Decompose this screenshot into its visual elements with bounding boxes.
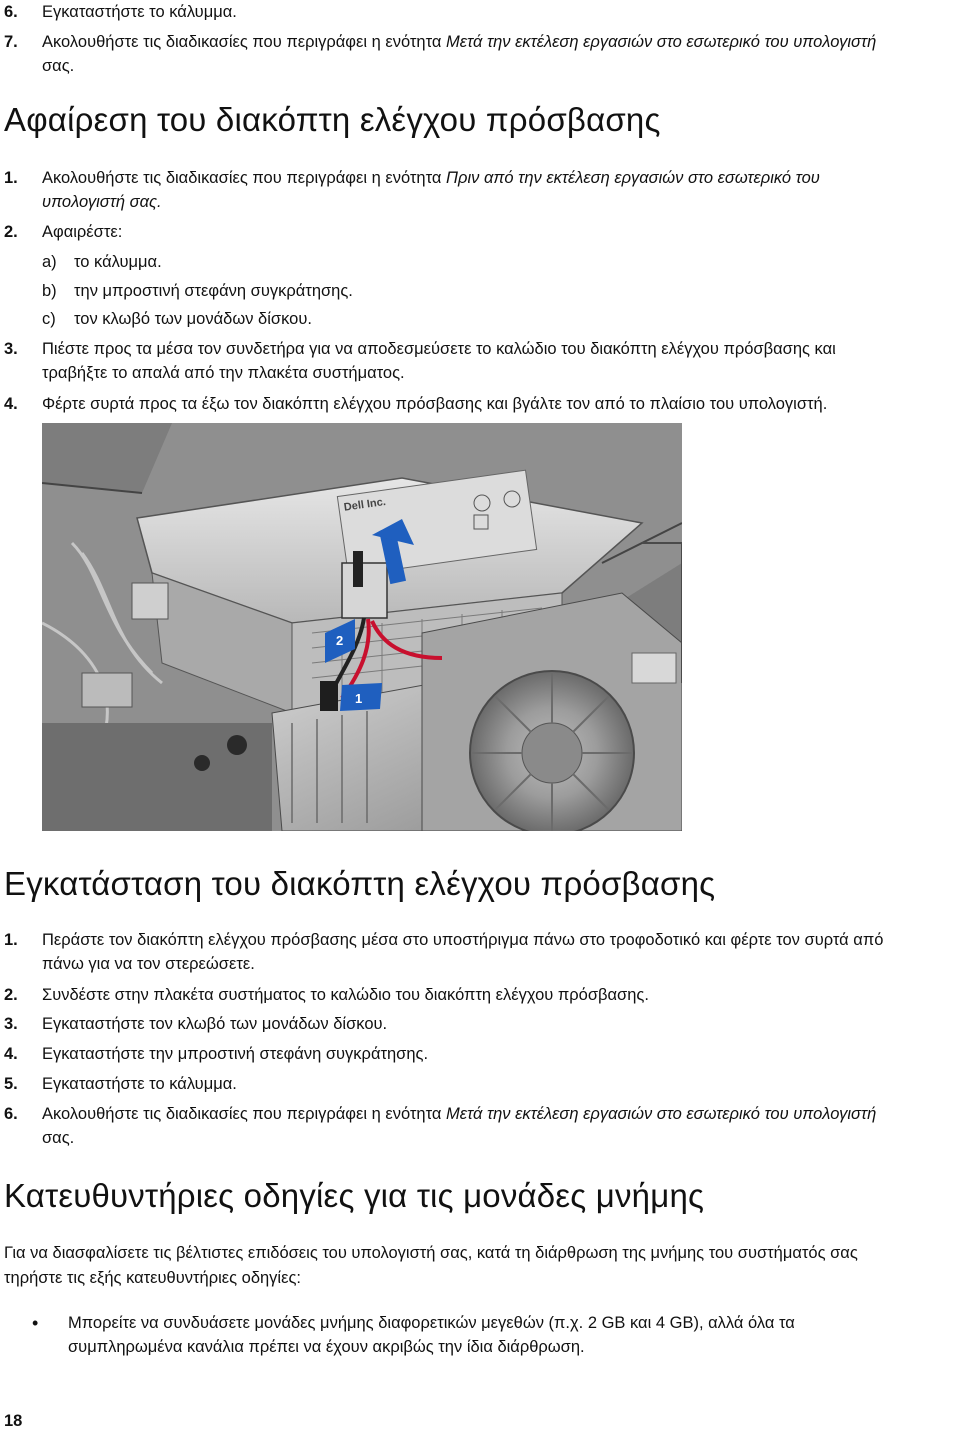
substep-label: b) [42,282,57,300]
step-number: 4. [4,395,18,413]
step-text-continued: υπολογιστή σας. [42,193,162,211]
step-number: 6. [4,1105,18,1123]
substep-label: c) [42,310,56,328]
callout-1 [340,683,382,711]
step-number: 5. [4,1075,18,1093]
step-text: Εγκαταστήστε τον κλωβό των μονάδων δίσκου. [42,1015,388,1033]
step-text: Περάστε τον διακόπτη ελέγχου πρόσβασης μέσα στο υποστήριγμα πάνω στο τροφοδοτικό και φέρτε τον συρτά από [42,931,884,949]
step-text-continued: τραβήξτε το απαλά από την πλακέτα συστήματος. [42,364,405,382]
step-number: 2. [4,986,18,1004]
substep-label: a) [42,253,57,271]
bullet-marker: • [32,1313,39,1333]
bullet-text: Μπορείτε να συνδυάσετε μονάδες μνήμης διαφορετικών μεγεθών (π.χ. 2 GB και 4 GB), αλλά όλα τα [68,1314,795,1332]
step-number: 4. [4,1045,18,1063]
bullet-text-continued: συμπληρωμένα κανάλια πρέπει να έχουν ακριβώς την ίδια διάρθρωση. [68,1338,585,1356]
step-text-continued: σας. [42,57,75,75]
substep-text: το κάλυμμα. [74,253,162,271]
page-number: 18 [4,1412,23,1430]
step-number: 6. [4,3,18,21]
step-number: 2. [4,223,18,241]
section-heading: Αφαίρεση του διακόπτη ελέγχου πρόσβασης [4,101,661,138]
intrusion-switch [342,563,387,618]
step-number: 1. [4,931,18,949]
step-text: Εγκαταστήστε την μπροστινή στεφάνη συγκράτησης. [42,1045,429,1063]
step-text: Εγκαταστήστε το κάλυμμα. [42,3,237,21]
svg-text:1: 1 [355,691,363,706]
step-text: Αφαιρέστε: [42,223,123,241]
paragraph-continued: τηρήστε τις εξής κατευθυντήριες οδηγίες: [4,1269,301,1287]
step-number: 3. [4,340,18,358]
chassis-illustration [42,423,682,831]
step-number: 1. [4,169,18,187]
svg-text:2: 2 [336,633,344,648]
substep-text: την μπροστινή στεφάνη συγκράτησης. [74,282,353,300]
step-number: 3. [4,1015,18,1033]
substep-text: τον κλωβό των μονάδων δίσκου. [74,310,312,328]
step-text: Συνδέστε στην πλακέτα συστήματος το καλώδιο του διακόπτη ελέγχου πρόσβασης. [42,986,649,1004]
step-text-continued: σας. [42,1129,75,1147]
step-text: Φέρτε συρτά προς τα έξω τον διακόπτη ελέγχου πρόσβασης και βγάλτε τον από το πλαίσιο του υπολογιστή. [42,395,828,413]
step-number: 7. [4,33,18,51]
brand-label: Dell Inc. [343,495,387,514]
section-heading: Κατευθυντήριες οδηγίες για τις μονάδες μνήμης [4,1177,705,1214]
paragraph: Για να διασφαλίσετε τις βέλτιστες επιδόσεις του υπολογιστή σας, κατά τη διάρθρωση της μνήμης του συστήματός σας [4,1244,858,1262]
step-text: Ακολουθήστε τις διαδικασίες που περιγράφει η ενότητα Πριν από την εκτέλεση εργασιών στο εσωτερικό του [42,169,820,187]
step-text-continued: πάνω για να τον στερεώσετε. [42,955,255,973]
step-text: Ακολουθήστε τις διαδικασίες που περιγράφει η ενότητα Μετά την εκτέλεση εργασιών στο εσωτερικό του υπολογιστή [42,1105,877,1123]
section-heading: Εγκατάσταση του διακόπτη ελέγχου πρόσβασης [4,865,716,902]
step-text: Εγκαταστήστε το κάλυμμα. [42,1075,237,1093]
step-text: Πιέστε προς τα μέσα τον συνδετήρα για να αποδεσμεύσετε το καλώδιο του διακόπτη ελέγχου πρόσβασης και [42,340,836,358]
step-text: Ακολουθήστε τις διαδικασίες που περιγράφει η ενότητα Μετά την εκτέλεση εργασιών στο εσωτερικό του υπολογιστή [42,33,877,51]
